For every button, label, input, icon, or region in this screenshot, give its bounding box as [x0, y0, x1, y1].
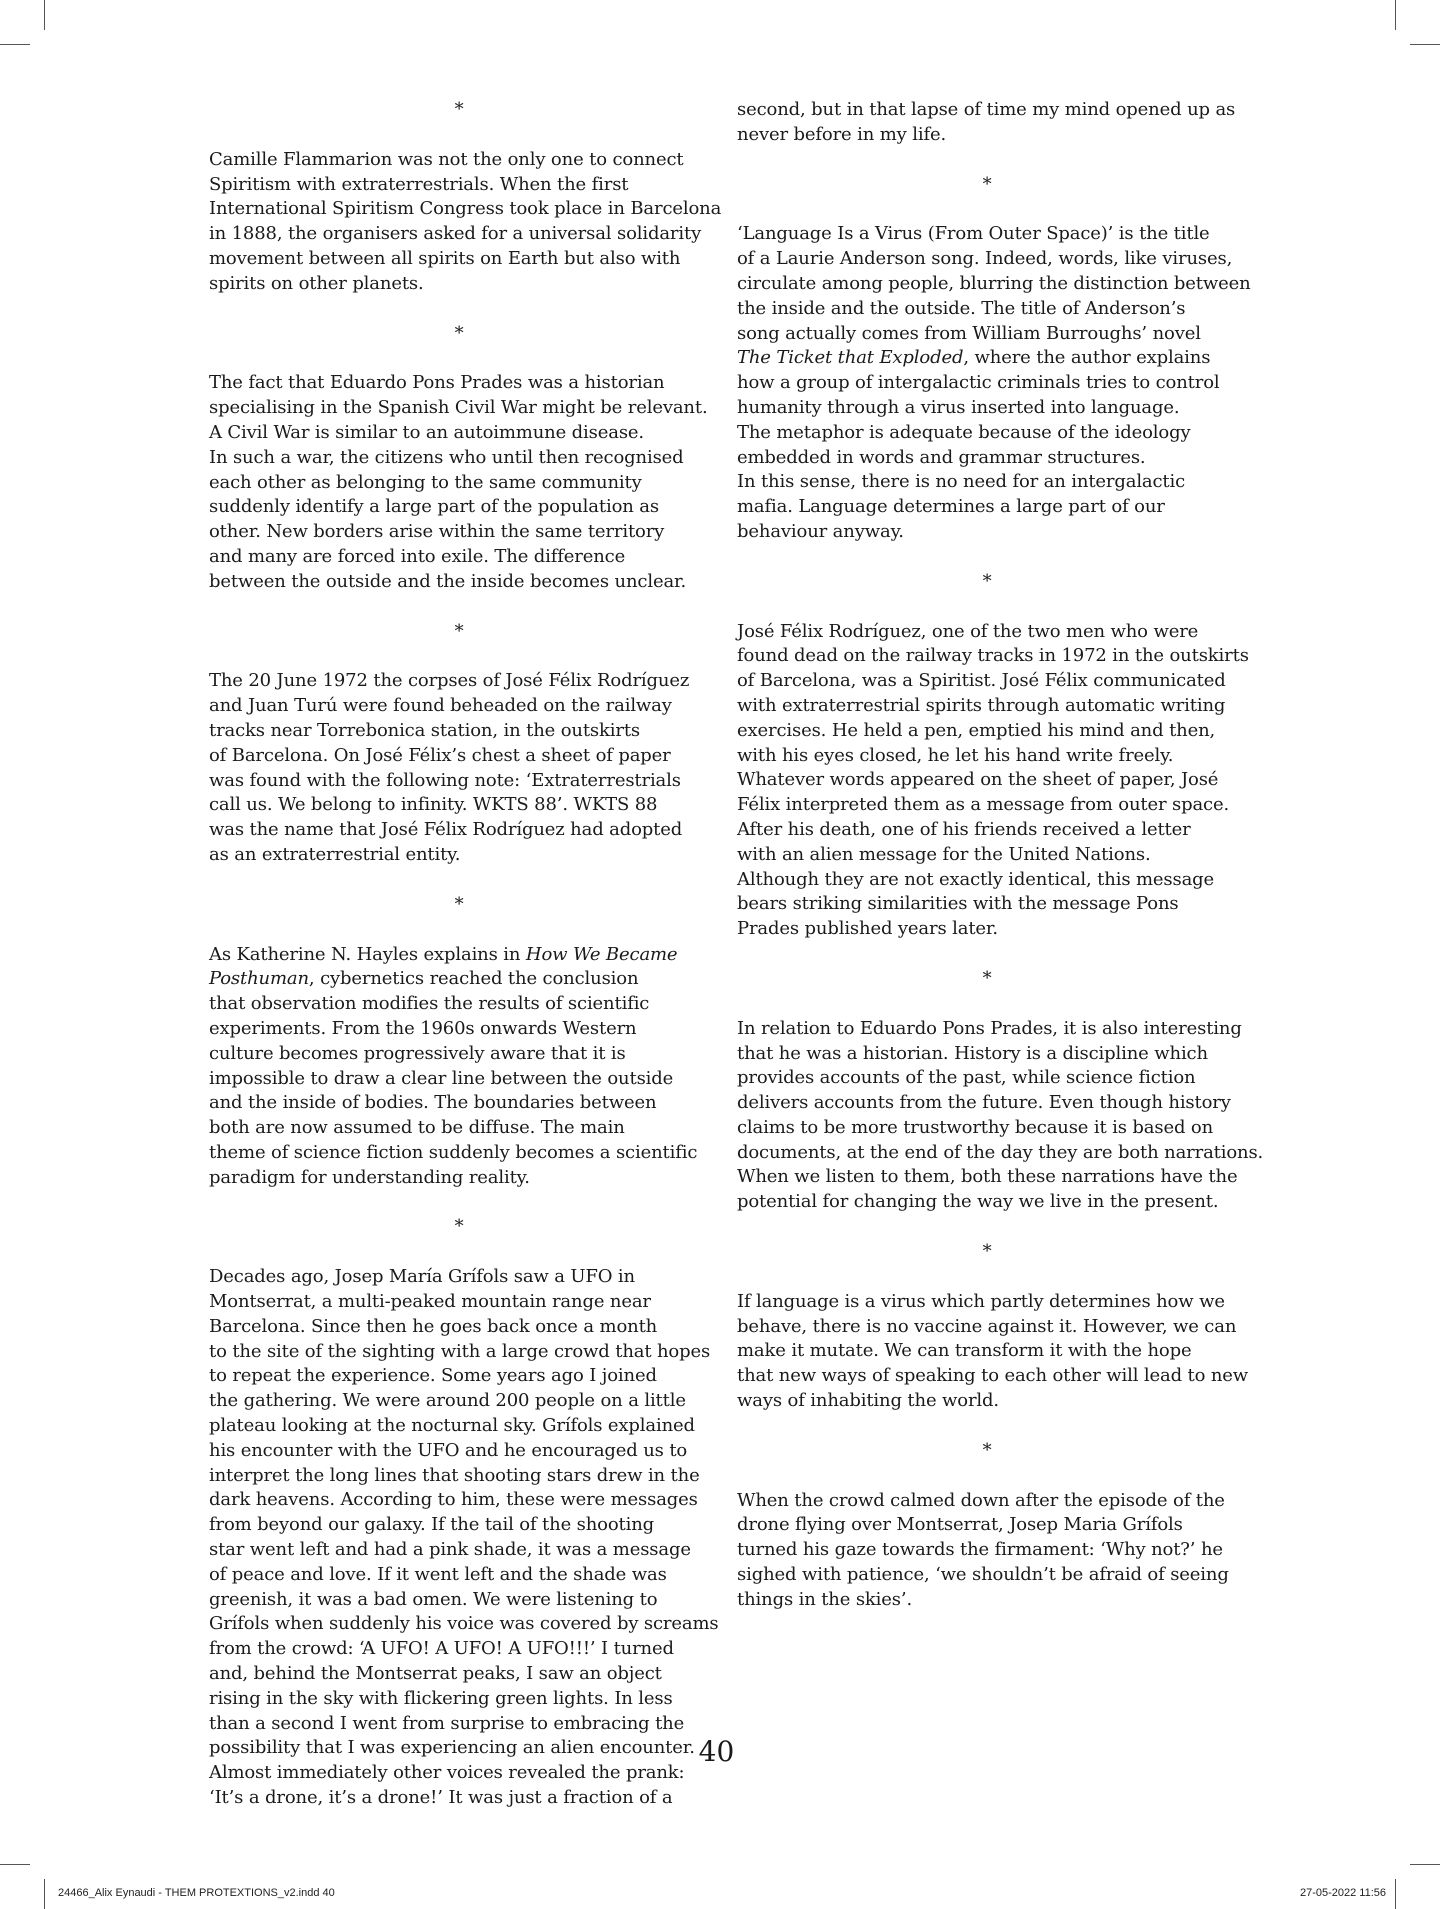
- text-line: of Barcelona. On José Félix’s chest a sheet of paper: [209, 744, 671, 766]
- text-line: the gathering. We were around 200 people on a little: [209, 1390, 686, 1412]
- text-line: and the inside of bodies. The boundaries between: [209, 1092, 657, 1114]
- text-run: , where the author explains: [963, 347, 1211, 369]
- text-line: ways of inhabiting the world.: [737, 1390, 999, 1412]
- text-line: in 1888, the organisers asked for a universal solidarity: [209, 223, 702, 245]
- text-line: provides accounts of the past, while science fiction: [737, 1067, 1196, 1089]
- crop-mark-bottom-left-vertical: [44, 1879, 45, 1909]
- text-line: ‘Language Is a Virus (From Outer Space)’ is the title: [737, 223, 1210, 245]
- crop-mark-bottom-right-horizontal: [1410, 1864, 1440, 1865]
- text-line: Almost immediately other voices revealed the prank:: [209, 1762, 685, 1784]
- text-line: Whatever words appeared on the sheet of paper, José: [737, 769, 1219, 791]
- text-line: claims to be more trustworthy because it is based on: [737, 1116, 1214, 1138]
- text-line: and many are forced into exile. The difference: [209, 545, 626, 567]
- crop-mark-bottom-right-vertical: [1395, 1879, 1396, 1909]
- text-line: of peace and love. If it went left and the shade was: [209, 1563, 667, 1585]
- section-separator: *: [454, 1216, 464, 1238]
- text-line: documents, at the end of the day they are both narrations.: [737, 1141, 1264, 1163]
- crop-mark-top-right-horizontal: [1410, 44, 1440, 45]
- text-line: Although they are not exactly identical, this message: [737, 868, 1215, 890]
- section-separator: *: [454, 99, 464, 120]
- text-line: that he was a historian. History is a discipline which: [737, 1042, 1208, 1064]
- text-line: embedded in words and grammar structures.: [737, 446, 1146, 468]
- text-line: ‘It’s a drone, it’s a drone!’ It was just a fraction of a: [209, 1787, 673, 1809]
- text-line: second, but in that lapse of time my mind opened up as: [737, 99, 1236, 120]
- text-line: potential for changing the way we live in the present.: [737, 1191, 1219, 1213]
- text-line: from the crowd: ‘A UFO! A UFO! A UFO!!!’ I turned: [209, 1638, 674, 1660]
- text-line: The metaphor is adequate because of the ideology: [737, 421, 1191, 443]
- text-paragraph: [737, 1017, 1264, 1215]
- text-line: suddenly identify a large part of the population as: [209, 496, 659, 518]
- text-line: [209, 967, 709, 992]
- text-line: was found with the following note: ‘Extraterrestrials: [209, 769, 681, 791]
- section-separator: *: [982, 173, 992, 195]
- text-line: paradigm for understanding reality.: [209, 1166, 530, 1188]
- text-paragraph: [737, 620, 1249, 942]
- section-separator: *: [982, 1241, 992, 1263]
- text-line: to the site of the sighting with a large crowd that hopes: [209, 1340, 711, 1362]
- text-line: impossible to draw a clear line between the outside: [209, 1067, 674, 1089]
- text-line: If language is a virus which partly determines how we: [737, 1290, 1225, 1312]
- text-line: [209, 943, 709, 968]
- text-paragraph: [209, 669, 709, 867]
- text-line: greenish, it was a bad omen. We were listening to: [209, 1588, 658, 1610]
- section-separator: *: [982, 967, 992, 989]
- text-line: his encounter with the UFO and he encouraged us to: [209, 1439, 688, 1461]
- section-separator: *: [982, 1439, 992, 1461]
- crop-mark-top-left-vertical: [44, 0, 45, 30]
- text-line: found dead on the railway tracks in 1972 in the outskirts: [737, 645, 1249, 667]
- text-line: Prades published years later.: [737, 918, 998, 940]
- text-line: mafia. Language determines a large part of our: [737, 496, 1165, 518]
- text-line: After his death, one of his friends received a letter: [737, 818, 1191, 840]
- section-separator: *: [454, 322, 464, 344]
- text-paragraph: [209, 943, 709, 1191]
- text-line: bears striking similarities with the message Pons: [737, 893, 1179, 915]
- text-line: theme of science fiction suddenly becomes a scientific: [209, 1141, 698, 1163]
- text-line: with extraterrestrial spirits through automatic writing: [737, 694, 1226, 716]
- text-line: the inside and the outside. The title of Anderson’s: [737, 297, 1186, 319]
- text-line: possibility that I was experiencing an alien encounter.: [209, 1737, 695, 1759]
- text-line: exercises. He held a pen, emptied his mind and then,: [737, 719, 1216, 741]
- text-line: Félix interpreted them as a message from outer space.: [737, 794, 1230, 816]
- text-line: circulate among people, blurring the distinction between: [737, 272, 1251, 294]
- text-line: with an alien message for the United Nations.: [737, 843, 1151, 865]
- text-line: delivers accounts from the future. Even though history: [737, 1092, 1231, 1114]
- crop-mark-bottom-left-horizontal: [0, 1864, 30, 1865]
- text-line: [737, 346, 1237, 371]
- text-line: Grífols when suddenly his voice was covered by screams: [209, 1613, 719, 1635]
- section-separator: *: [454, 893, 464, 915]
- text-line: of Barcelona, was a Spiritist. José Félix communicated: [737, 670, 1226, 692]
- text-line: spirits on other planets.: [209, 272, 424, 294]
- text-run: , cybernetics reached the conclusion: [308, 968, 639, 990]
- text-line: how a group of intergalactic criminals tries to control: [737, 372, 1220, 394]
- text-line: culture becomes progressively aware that it is: [209, 1042, 626, 1064]
- text-line: Spiritism with extraterrestrials. When the first: [209, 173, 629, 195]
- text-line: turned his gaze towards the firmament: ‘Why not?’ he: [737, 1539, 1223, 1561]
- section-separator: *: [982, 570, 992, 592]
- crop-mark-top-right-vertical: [1395, 0, 1396, 30]
- text-line: was the name that José Félix Rodríguez had adopted: [209, 819, 683, 841]
- text-line: plateau looking at the nocturnal sky. Grífols explained: [209, 1415, 695, 1437]
- text-line: drone flying over Montserrat, Josep Maria Grífols: [737, 1514, 1183, 1536]
- text-paragraph: [737, 222, 1251, 544]
- text-line: In such a war, the citizens who until then recognised: [209, 446, 684, 468]
- text-line: In this sense, there is no need for an intergalactic: [737, 471, 1186, 493]
- section-separator: *: [454, 620, 464, 642]
- text-line: as an extraterrestrial entity.: [209, 843, 461, 865]
- text-line: of a Laurie Anderson song. Indeed, words, like viruses,: [737, 248, 1233, 270]
- text-line: make it mutate. We can transform it with the hope: [737, 1340, 1192, 1362]
- text-line: things in the skies’.: [737, 1588, 913, 1610]
- text-line: both are now assumed to be diffuse. The main: [209, 1117, 625, 1139]
- text-line: José Félix Rodríguez, one of the two men who were: [737, 620, 1199, 642]
- text-paragraph: [209, 148, 722, 297]
- text-line: song actually comes from William Burroughs’ novel: [737, 322, 1201, 344]
- italic-title: How We Became: [525, 943, 678, 965]
- text-paragraph: [737, 98, 1237, 148]
- text-line: to repeat the experience. Some years ago I joined: [209, 1365, 657, 1387]
- text-line: Barcelona. Since then he goes back once a month: [209, 1315, 658, 1337]
- italic-title: Posthuman: [209, 968, 309, 990]
- text-line: specialising in the Spanish Civil War might be relevant.: [209, 397, 708, 419]
- text-line: When we listen to them, both these narrations have the: [737, 1166, 1238, 1188]
- text-line: each other as belonging to the same community: [209, 471, 642, 493]
- text-line: interpret the long lines that shooting stars drew in the: [209, 1464, 700, 1486]
- text-line: that new ways of speaking to each other will lead to new: [737, 1365, 1249, 1387]
- text-line: rising in the sky with flickering green lights. In less: [209, 1687, 673, 1709]
- text-line: behave, there is no vaccine against it. However, we can: [737, 1315, 1237, 1337]
- text-line: Camille Flammarion was not the only one to connect: [209, 148, 684, 170]
- text-line: never before in my life.: [737, 123, 947, 145]
- text-line: call us. We belong to infinity. WKTS 88’. WKTS 88: [209, 794, 658, 816]
- text-line: sighed with patience, ‘we shouldn’t be afraid of seeing: [737, 1564, 1229, 1586]
- text-paragraph: [737, 1489, 1237, 1613]
- text-line: In relation to Eduardo Pons Prades, it is also interesting: [737, 1017, 1242, 1039]
- text-run: As Katherine N. Hayles explains in: [209, 943, 526, 965]
- text-line: A Civil War is similar to an autoimmune disease.: [209, 421, 644, 443]
- text-line: that observation modifies the results of scientific: [209, 993, 650, 1015]
- slug-timestamp: 27-05-2022 11:56: [1299, 1887, 1386, 1899]
- text-line: tracks near Torrebonica station, in the outskirts: [209, 719, 640, 741]
- text-line: The fact that Eduardo Pons Prades was a historian: [209, 372, 665, 394]
- text-line: star went left and had a pink shade, it was a message: [209, 1539, 691, 1561]
- text-line: and, behind the Montserrat peaks, I saw an object: [209, 1663, 662, 1685]
- text-line: humanity through a virus inserted into language.: [737, 396, 1180, 418]
- text-line: Decades ago, Josep María Grífols saw a UFO in: [209, 1266, 635, 1288]
- text-line: dark heavens. According to him, these were messages: [209, 1489, 698, 1511]
- slug-file-info: 24466_Alix Eynaudi - THEM PROTEXTIONS_v2.indd 40: [58, 1887, 335, 1899]
- text-line: experiments. From the 1960s onwards Western: [209, 1017, 637, 1039]
- text-line: with his eyes closed, he let his hand write freely.: [737, 744, 1174, 766]
- text-line: than a second I went from surprise to embracing the: [209, 1712, 685, 1734]
- text-line: International Spiritism Congress took place in Barcelona: [209, 198, 722, 220]
- text-line: behaviour anyway.: [737, 520, 904, 542]
- page-number: 40: [698, 1735, 735, 1768]
- text-line: between the outside and the inside becomes unclear.: [209, 570, 687, 592]
- text-paragraph: [209, 371, 709, 594]
- text-line: and Juan Turú were found beheaded on the railway: [209, 695, 672, 717]
- text-line: The 20 June 1972 the corpses of José Félix Rodríguez: [209, 670, 690, 692]
- text-line: from beyond our galaxy. If the tail of the shooting: [209, 1514, 655, 1536]
- text-paragraph: [737, 1290, 1249, 1414]
- text-line: When the crowd calmed down after the episode of the: [737, 1489, 1225, 1511]
- text-line: other. New borders arise within the same territory: [209, 521, 665, 543]
- text-line: movement between all spirits on Earth but also with: [209, 247, 681, 269]
- right-text-column: [737, 98, 1264, 1638]
- text-line: Montserrat, a multi-peaked mountain range near: [209, 1291, 651, 1313]
- italic-title: The Ticket that Exploded: [737, 347, 964, 369]
- crop-mark-top-left-horizontal: [0, 44, 30, 45]
